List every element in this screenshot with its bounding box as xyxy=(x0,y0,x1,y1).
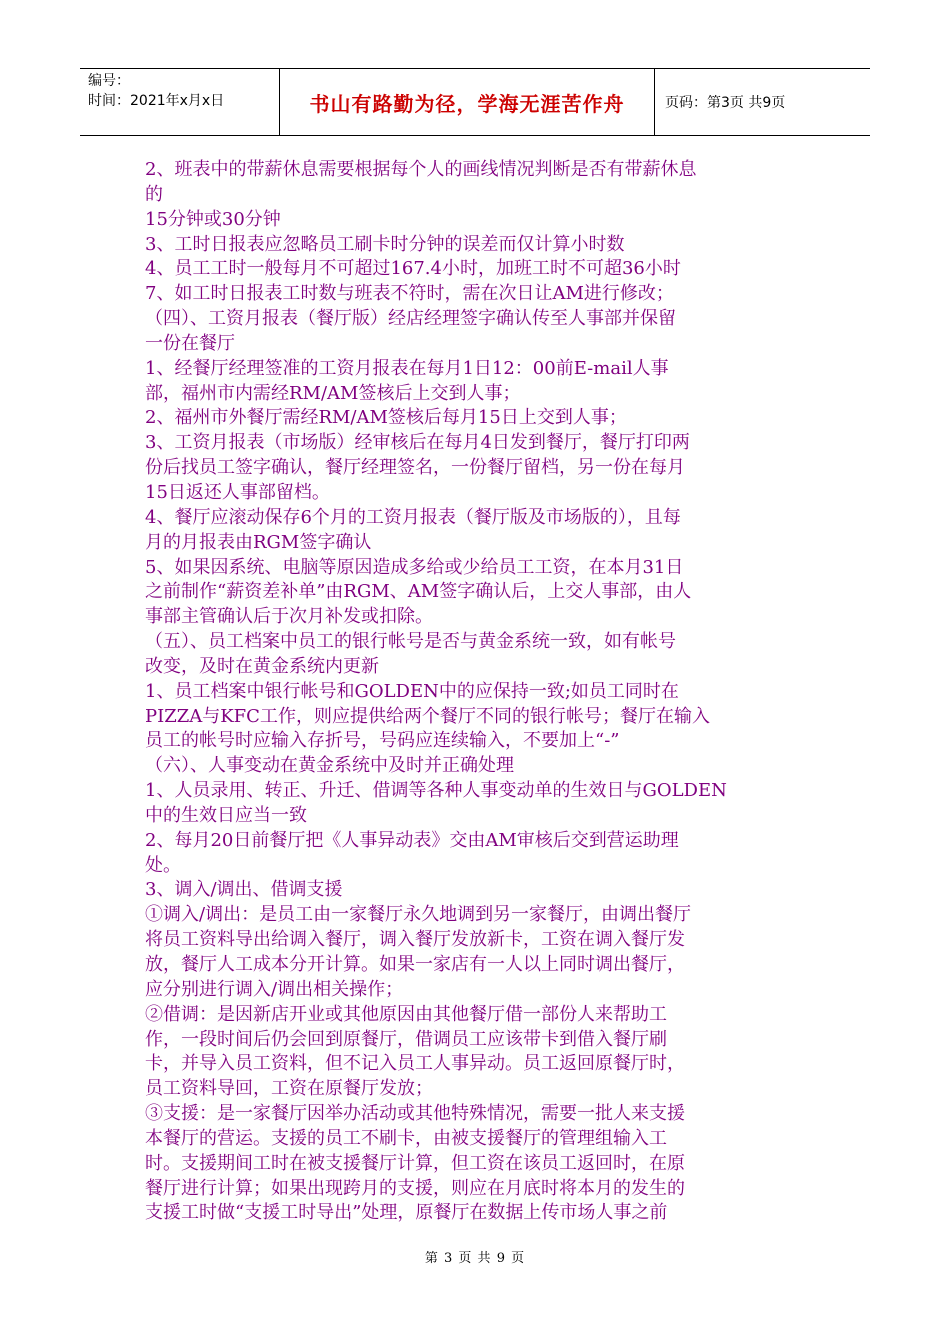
body-line: 中的生效日应当一致 xyxy=(145,804,307,826)
body-line: 卡，并导入员工资料，但不记入员工人事异动。员工返回原餐厅时， xyxy=(145,1053,685,1075)
body-line: ②借调：是因新店开业或其他原因由其他餐厅借一部份人来帮助工 xyxy=(145,1003,667,1025)
body-line: 作，一段时间后仍会回到原餐厅，借调员工应该带卡到借入餐厅刷 xyxy=(145,1028,667,1050)
body-line: 7、如工时日报表工时数与班表不符时，需在次日让AM进行修改； xyxy=(145,283,674,305)
body-line: 的 xyxy=(145,183,163,205)
body-line: 处。 xyxy=(145,854,181,876)
body-line: （六）、人事变动在黄金系统中及时并正确处理 xyxy=(145,755,514,777)
body-line: 5、如果因系统、电脑等原因造成多给或少给员工工资，在本月31日 xyxy=(145,556,684,578)
body-line: 之前制作“薪资差补单”由RGM、AM签字确认后，上交人事部，由人 xyxy=(145,581,692,603)
body-line: 1、经餐厅经理签准的工资月报表在每月1日12：00前E-mail人事 xyxy=(145,357,669,379)
body-line: 份后找员工签字确认，餐厅经理签名，一份餐厅留档，另一份在每月 xyxy=(145,457,685,479)
document-body xyxy=(145,158,815,1226)
header-meta xyxy=(80,69,280,135)
body-line: 时。支援期间工时在被支援餐厅计算，但工资在该员工返回时，在原 xyxy=(145,1152,685,1174)
document-time-label: 时间：2021年x月x日 xyxy=(88,93,225,109)
body-line: PIZZA与KFC工作，则应提供给两个餐厅不同的银行帐号；餐厅在输入 xyxy=(145,705,710,727)
body-line: 3、调入/调出、借调支援 xyxy=(145,879,343,901)
body-line: ③支援：是一家餐厅因举办活动或其他特殊情况，需要一批人来支援 xyxy=(145,1103,685,1125)
body-line: 3、工资月报表（市场版）经审核后在每月4日发到餐厅，餐厅打印两 xyxy=(145,432,690,454)
body-line: （五）、员工档案中员工的银行帐号是否与黄金系统一致，如有帐号 xyxy=(145,631,676,653)
body-line: 4、餐厅应滚动保存6个月的工资月报表（餐厅版及市场版的），且每 xyxy=(145,506,681,528)
body-line: 1、员工档案中银行帐号和GOLDEN中的应保持一致;如员工同时在 xyxy=(145,680,679,702)
body-line: 15分钟或30分钟 xyxy=(145,208,281,230)
body-line: 改变，及时在黄金系统内更新 xyxy=(145,655,379,677)
body-line: 4、员工工时一般每月不可超过167.4小时，加班工时不可超36小时 xyxy=(145,258,681,280)
page-header xyxy=(80,68,870,136)
body-line: 放，餐厅人工成本分开计算。如果一家店有一人以上同时调出餐厅， xyxy=(145,954,685,975)
body-line: 2、每月20日前餐厅把《人事异动表》交由AM审核后交到营运助理 xyxy=(145,829,679,851)
header-page-info: 页码：第3页 共9页 xyxy=(665,95,786,111)
body-line: 将员工资料导出给调入餐厅，调入餐厅发放新卡，工资在调入餐厅发 xyxy=(145,929,685,951)
body-line: 事部主管确认后于次月补发或扣除。 xyxy=(145,606,433,628)
body-line: 3、工时日报表应忽略员工刷卡时分钟的误差而仅计算小时数 xyxy=(145,233,625,255)
body-line: 餐厅进行计算；如果出现跨月的支援，则应在月底时将本月的发生的 xyxy=(145,1177,685,1199)
body-line: 月的月报表由RGM签字确认 xyxy=(145,531,372,553)
body-line: 2、班表中的带薪休息需要根据每个人的画线情况判断是否有带薪休息 xyxy=(145,159,697,180)
body-line: 应分别进行调入/调出相关操作； xyxy=(145,978,404,1000)
body-line: 部，福州市内需经RM/AM签核后上交到人事； xyxy=(145,382,521,404)
body-line: 员工的帐号时应输入存折号，号码应连续输入，不要加上“-” xyxy=(145,730,620,752)
body-line: 员工资料导回，工资在原餐厅发放； xyxy=(145,1078,433,1100)
body-line: 1、人员录用、转正、升迁、借调等各种人事变动单的生效日与GOLDEN xyxy=(145,780,727,802)
body-line: ①调入/调出：是员工由一家餐厅永久地调到另一家餐厅，由调出餐厅 xyxy=(145,904,692,926)
body-line: 本餐厅的营运。支援的员工不刷卡，由被支援餐厅的管理组输入工 xyxy=(145,1127,667,1149)
body-line: 15日返还人事部留档。 xyxy=(145,481,330,503)
header-motto: 书山有路勤为径，学海无涯苦作舟 xyxy=(280,69,655,135)
page-footer: 第 3 页 共 9 页 xyxy=(424,1251,526,1266)
body-line: 2、福州市外餐厅需经RM/AM签核后每月15日上交到人事； xyxy=(145,407,627,429)
body-line: 支援工时做“支援工时导出”处理，原餐厅在数据上传市场人事之前 xyxy=(145,1202,668,1224)
body-line: 一份在餐厅 xyxy=(145,332,235,354)
body-line: （四）、工资月报表（餐厅版）经店经理签字确认传至人事部并保留 xyxy=(145,308,676,330)
document-number-label: 编号： xyxy=(88,73,130,89)
